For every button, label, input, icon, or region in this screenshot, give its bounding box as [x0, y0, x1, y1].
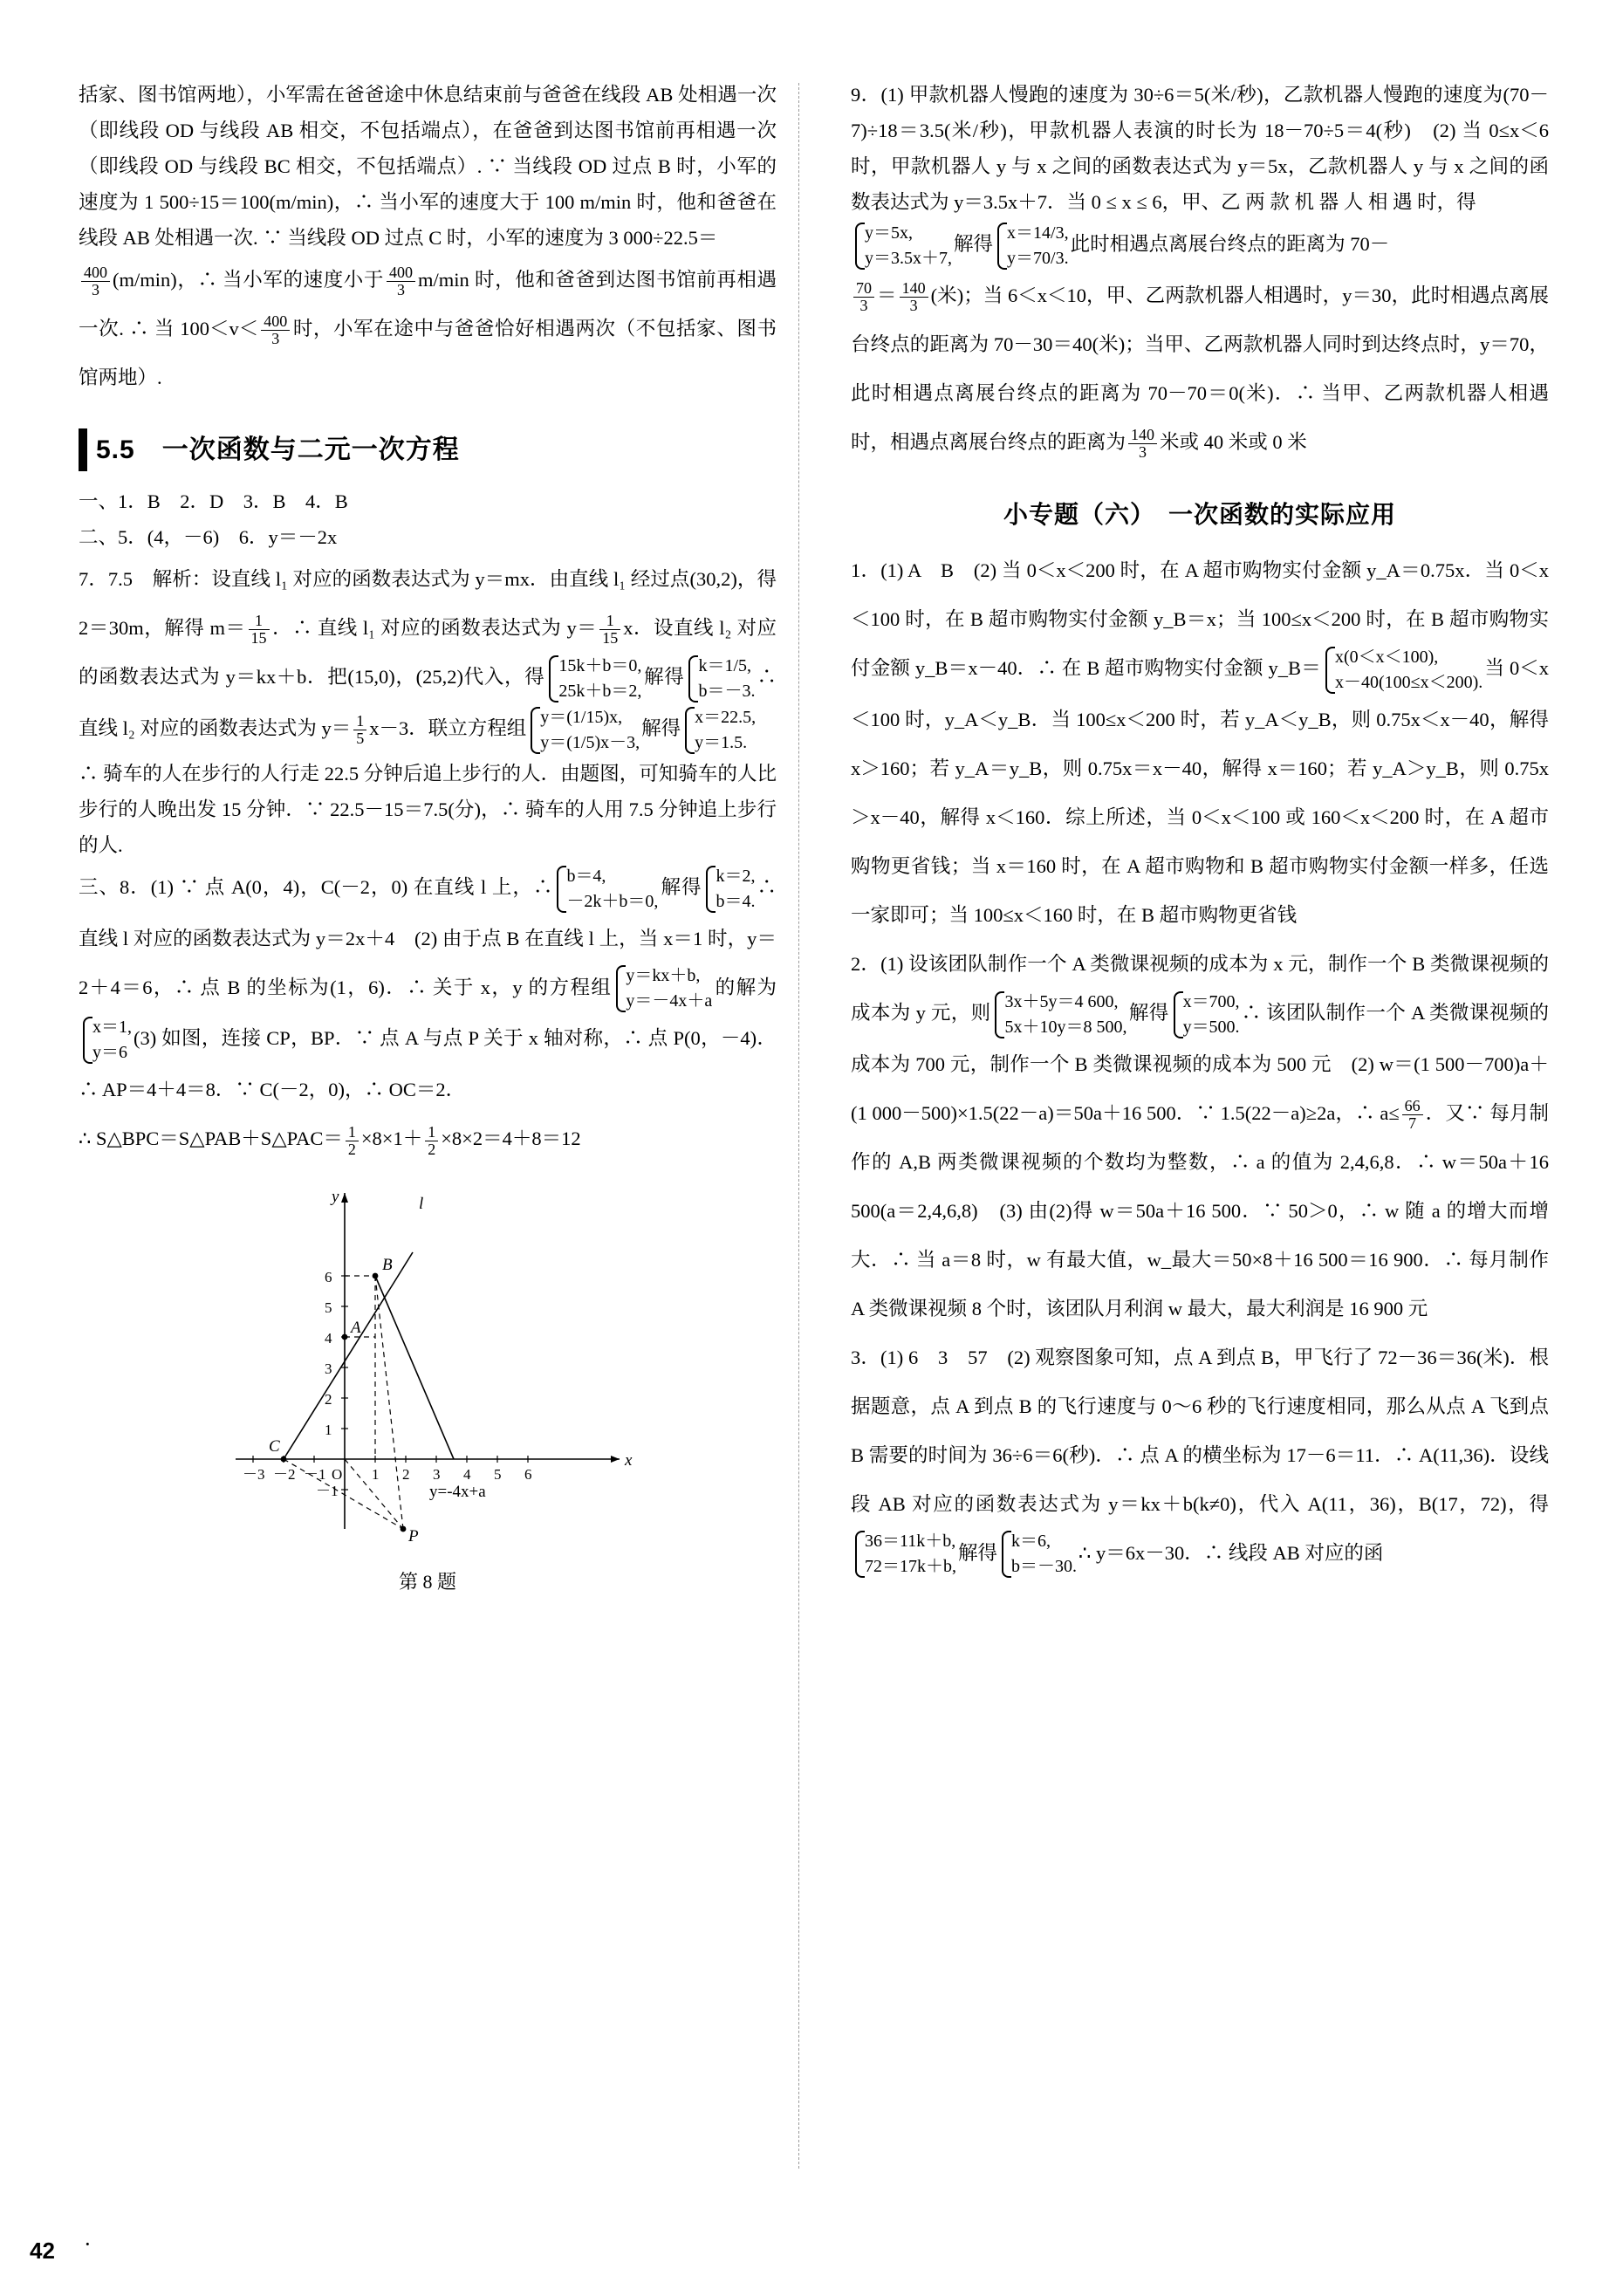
system-solution-1: k＝1/5, b＝－3.	[686, 654, 755, 704]
fraction-1-15-b: $\frac{1}{15}$	[599, 613, 620, 647]
fraction-70-3: $\frac{70}{3}$	[853, 280, 874, 314]
coordinate-graph-figure	[201, 1175, 654, 1600]
answers-group-2: 二、5．(4，－6) 6．y＝－2x	[79, 526, 338, 548]
left-column	[79, 77, 777, 1600]
svg-text:y=-4x+a: y=-4x+a	[429, 1483, 486, 1502]
section-title-special-6: 小专题（六） 一次函数的实际应用	[1003, 500, 1396, 528]
system-equations-9: y＝5x, y＝3.5x＋7,	[853, 221, 952, 271]
fraction-1-2: $\frac{1}{2}$	[346, 1124, 359, 1158]
system-equations-3q: 36＝11k＋b, 72＝17k＋b,	[853, 1529, 956, 1580]
svg-text:x: x	[625, 1451, 633, 1470]
system-equations-2: y＝(1/15)x, y＝(1/5)x－3,	[528, 705, 640, 756]
system-equations-2q: 3x＋5y＝4 600, 5x＋10y＝8 500,	[992, 990, 1126, 1040]
question-9-distance: $\frac{70}{3}$ ＝ $\frac{140}{3}$ (米)；当 6＜x＜10，甲、乙两款机器人相遇时，y＝30，此时相遇点离展台终点的距离为 70－30＝40(米)；当甲、乙两款机器人同时到达终点时，y＝70，此时相遇点离展台终点的距离为 70－70＝0(米)．∴ 当甲、乙两款机器人相遇时，相遇点离展台终点的距离为 $\frac{140}{3}$ 米或 40 米或 0 米	[851, 279, 1549, 462]
svg-text:2: 2	[402, 1466, 410, 1484]
svg-text:C: C	[269, 1437, 280, 1456]
system-equations-3: b＝4, －2k＋b＝0,	[554, 864, 658, 915]
question-9-part1: 9．(1) 甲款机器人慢跑的速度为 30÷6＝5(米/秒)，乙款机器人慢跑的速度为(70－7)÷18＝3.5(米/秒)，甲款机器人表演的时长为 18－70÷5＝4(秒) (2) 当 0≤x＜6 时，甲款机器人 y 与 x 之间的函数表达式为 y＝5x，乙款机器人 y 与 x 之间的函数表达式为 y＝3.5x＋7．当 0 ≤ x ≤ 6，甲、乙 两 款 机 器 人 相 遇 时，得	[851, 84, 1549, 213]
svg-text:3: 3	[325, 1360, 332, 1378]
svg-text:B: B	[382, 1256, 393, 1275]
figure-caption: 第 8 题	[398, 1571, 456, 1593]
fraction-1-5: $\frac{1}{5}$	[353, 713, 366, 747]
question-8-solution: 三、8．(1) ∵ 点 A(0，4)，C(－2，0) 在直线 l 上，∴ b＝4, －2k＋b＝0, 解得 k＝2, b＝4. ∴ 直线 l 对应的函数表达式为 y＝2x＋4 (2) 由于点 B 在直线 l 上，当 x＝1 时，y＝2＋4＝6，∴ 点 B 的坐标为(1，6)．∴ 关于 x，y 的方程组 y＝kx＋b, y＝－4x＋a 的解为 x＝1, y＝6 (3) 如图，连接 CP，BP．∵ 点 A 与点 P 关于 x 轴对称，∴ 点 P(0，－4)．∴ AP＝4＋4＝8．∵ C(－2，0)，∴ OC＝2．	[79, 863, 777, 1115]
svg-text:4: 4	[325, 1330, 332, 1347]
svg-text:P: P	[408, 1527, 419, 1546]
fraction-1-2-b: $\frac{1}{2}$	[425, 1124, 438, 1158]
system-solution-4: x＝1, y＝6	[80, 1015, 132, 1066]
svg-text:－2: －2	[273, 1466, 296, 1484]
svg-text:5: 5	[494, 1466, 502, 1484]
system-solution-2q: x＝700, y＝500.	[1171, 990, 1240, 1040]
svg-text:4: 4	[463, 1466, 471, 1484]
question-1-solution: 1．(1) A B (2) 当 0＜x＜200 时，在 A 超市购物实付金额 y_A＝0.75x．当 0＜x＜100 时，在 B 超市购物实付金额 y_B＝x；当 100≤x＜200 时，在 B 超市购物实付金额 y_B＝x－40．∴ 在 B 超市购物实付金额 y_B＝ x(0＜x＜100), x－40(100≤x＜200). 当 0＜x＜100 时，y_A＜y_B．当 100≤x＜200 时，若 y_A＜y_B，则 0.75x＜x－40，解得 x＞160；若 y_A＝y_B，则 0.75x＝x－40，解得 x＝160；若 y_A＞y_B，则 0.75x＞x－40，解得 x＜160．综上所述，当 0＜x＜100 或 160＜x＜200 时，在 A 超市购物更省钱；当 x＝160 时，在 A 超市购物和 B 超市购物实付金额一样多，任选一家即可；当 100≤x＜160 时，在 B 超市购物更省钱	[851, 559, 1549, 926]
svg-text:6: 6	[524, 1466, 532, 1484]
svg-text:5: 5	[325, 1299, 332, 1317]
question-8-area-calc: ∴ S△BPC＝S△PAB＋S△PAC＝ $\frac{1}{2}$ ×8×1＋ $\frac{1}{2}$ ×8×2＝4＋8＝12	[79, 1122, 581, 1158]
svg-text:－1: －1	[304, 1466, 326, 1484]
svg-text:1: 1	[325, 1422, 332, 1439]
question-9-system: y＝5x, y＝3.5x＋7, 解得 x＝14/3, y＝70/3. 此时相遇点离展台终点的距离为 70－	[851, 220, 1549, 271]
svg-text:3: 3	[433, 1466, 441, 1484]
system-solution-3q: k＝6, b＝－30.	[999, 1529, 1077, 1580]
svg-text:－3: －3	[243, 1466, 265, 1484]
system-equations-4: y＝kx＋b, y＝－4x＋a	[613, 963, 712, 1014]
paragraph-continuation: 括家、图书馆两地），小军需在爸爸途中休息结束前与爸爸在线段 AB 处相遇一次（即线段 OD 与线段 AB 相交，不包括端点），在爸爸到达图书馆前再相遇一次（即线段 OD 与线段 BC 相交，不包括端点）. ∵ 当线段 OD 过点 B 时，小军的速度为 1 500÷15＝100(m/min)，∴ 当小军的速度大于 100 m/min 时，他和爸爸在线段 AB 处相遇一次. ∵ 当线段 OD 过点 C 时，小军的速度为 3 000÷22.5＝	[79, 84, 777, 249]
question-2-solution: 2．(1) 设该团队制作一个 A 类微课视频的成本为 x 元，制作一个 B 类微课视频的成本为 y 元，则 3x＋5y＝4 600, 5x＋10y＝8 500, 解得 x＝700, y＝500. ∴ 该团队制作一个 A 类微课视频的成本为 700 元，制作一个 B 类微课视频的成本为 500 元 (2) w＝(1 500－700)a＋(1 000－500)×1.5(22－a)＝50a＋16 500．∵ 1.5(22－a)≥2a，∴ a≤ $\frac{66}{7}$ ．又∵ 每月制作的 A,B 两类微课视频的个数均为整数，∴ a 的值为 2,4,6,8．∴ w＝50a＋16 500(a＝2,4,6,8) (3) 由(2)得 w＝50a＋16 500．∵ 50＞0，∴ w 随 a 的增大而增大．∴ 当 a＝8 时，w 有最大值，w_最大＝50×8＋16 500＝16 900．∴ 每月制作 A 类微课视频 8 个时，该团队月利润 w 最大，最大利润是 16 900 元	[851, 952, 1549, 1319]
svg-text:O: O	[332, 1466, 343, 1484]
paragraph-fraction-line: $\frac{400}{3}$ (m/min)，∴ 当小军的速度小于 $\frac{400}{3}$ m/min 时，他和爸爸到达图书馆前再相遇一次. ∴ 当 100＜v＜ $\frac{400}{3}$ 时，小军在途中与爸爸恰好相遇两次（不包括家、图书馆两地）.	[79, 264, 777, 388]
system-solution-9: x＝14/3, y＝70/3.	[995, 221, 1069, 271]
svg-text:A: A	[351, 1319, 361, 1338]
svg-text:1: 1	[372, 1466, 380, 1484]
svg-text:y: y	[332, 1188, 339, 1207]
answers-group-1: 一、1．B 2．D 3．B 4．B	[79, 490, 348, 512]
fraction-140-3: $\frac{140}{3}$	[900, 280, 928, 314]
page-number: 42	[30, 2238, 55, 2264]
page-dot: ·	[84, 2231, 92, 2257]
fraction-140-3-b: $\frac{140}{3}$	[1128, 427, 1157, 461]
fraction-400-3-c: $\frac{400}{3}$	[261, 313, 290, 347]
system-solution-3: k＝2, b＝4.	[703, 864, 755, 915]
svg-text:l: l	[419, 1195, 424, 1214]
question-7-solution: 7．7.5 解析：设直线 l₁ 对应的函数表达式为 y＝mx．由直线 l₁ 经过点(30,2)，得 2＝30m，解得 m＝ $\frac{1}{15}$ ．∴ 直线 l₁ 对应的函数表达式为 y＝ $\frac{1}{15}$ x．设直线 l₂ 对应的函数表达式为 y＝kx＋b．把(15,0)，(25,2)代入，得 15k＋b＝0, 25k＋b＝2, 解得 k＝1/5, b＝－3. ∴ 直线 l₂ 对应的函数表达式为 y＝ $\frac{1}{5}$ x－3．联立方程组 y＝(1/15)x, y＝(1/5)x－3, 解得 x＝22.5, y＝1.5.	[79, 555, 777, 756]
svg-text:6: 6	[325, 1269, 332, 1286]
question-3-solution: 3．(1) 6 3 57 (2) 观察图象可知，点 A 到点 B，甲飞行了 72－36＝36(米)．根据题意，点 A 到点 B 的飞行速度与 0～6 秒的飞行速度相同，那么从点 A 飞到点 B 需要的时间为 36÷6＝6(秒)．∴ 点 A 的横坐标为 17－6＝11．∴ A(11,36)．设线段 AB 对应的函数表达式为 y＝kx＋b(k≠0)，代入 A(11，36)，B(17，72)，得 36＝11k＋b, 72＝17k＋b, 解得 k＝6, b＝－30. ∴ y＝6x－30．∴ 线段 AB 对应的函	[851, 1333, 1549, 1580]
section-title-5-5: 5.5 一次函数与二元一次方程	[79, 428, 777, 471]
system-solution-2: x＝22.5, y＝1.5.	[682, 705, 756, 756]
fraction-1-15: $\frac{1}{15}$	[249, 613, 270, 647]
fraction-400-3-b: $\frac{400}{3}$	[387, 264, 415, 298]
piecewise-function-1: x(0＜x＜100), x－40(100≤x＜200).	[1323, 645, 1482, 696]
right-column	[851, 77, 1549, 1580]
graph-svg	[201, 1175, 654, 1551]
svg-text:2: 2	[325, 1391, 332, 1408]
question-7-conclusion: ∴ 骑车的人在步行的人行走 22.5 分钟后追上步行的人．由题图，可知骑车的人比步行的人晚出发 15 分钟．∵ 22.5－15＝7.5(分)，∴ 骑车的人用 7.5 分钟追上步行的人.	[79, 762, 777, 856]
svg-text:－1: －1	[316, 1483, 339, 1500]
fraction-66-7: $\frac{66}{7}$	[1402, 1098, 1423, 1132]
column-divider	[798, 83, 799, 2169]
system-equations-1: 15k＋b＝0, 25k＋b＝2,	[546, 654, 641, 704]
fraction-400-3: $\frac{400}{3}$	[81, 264, 110, 298]
